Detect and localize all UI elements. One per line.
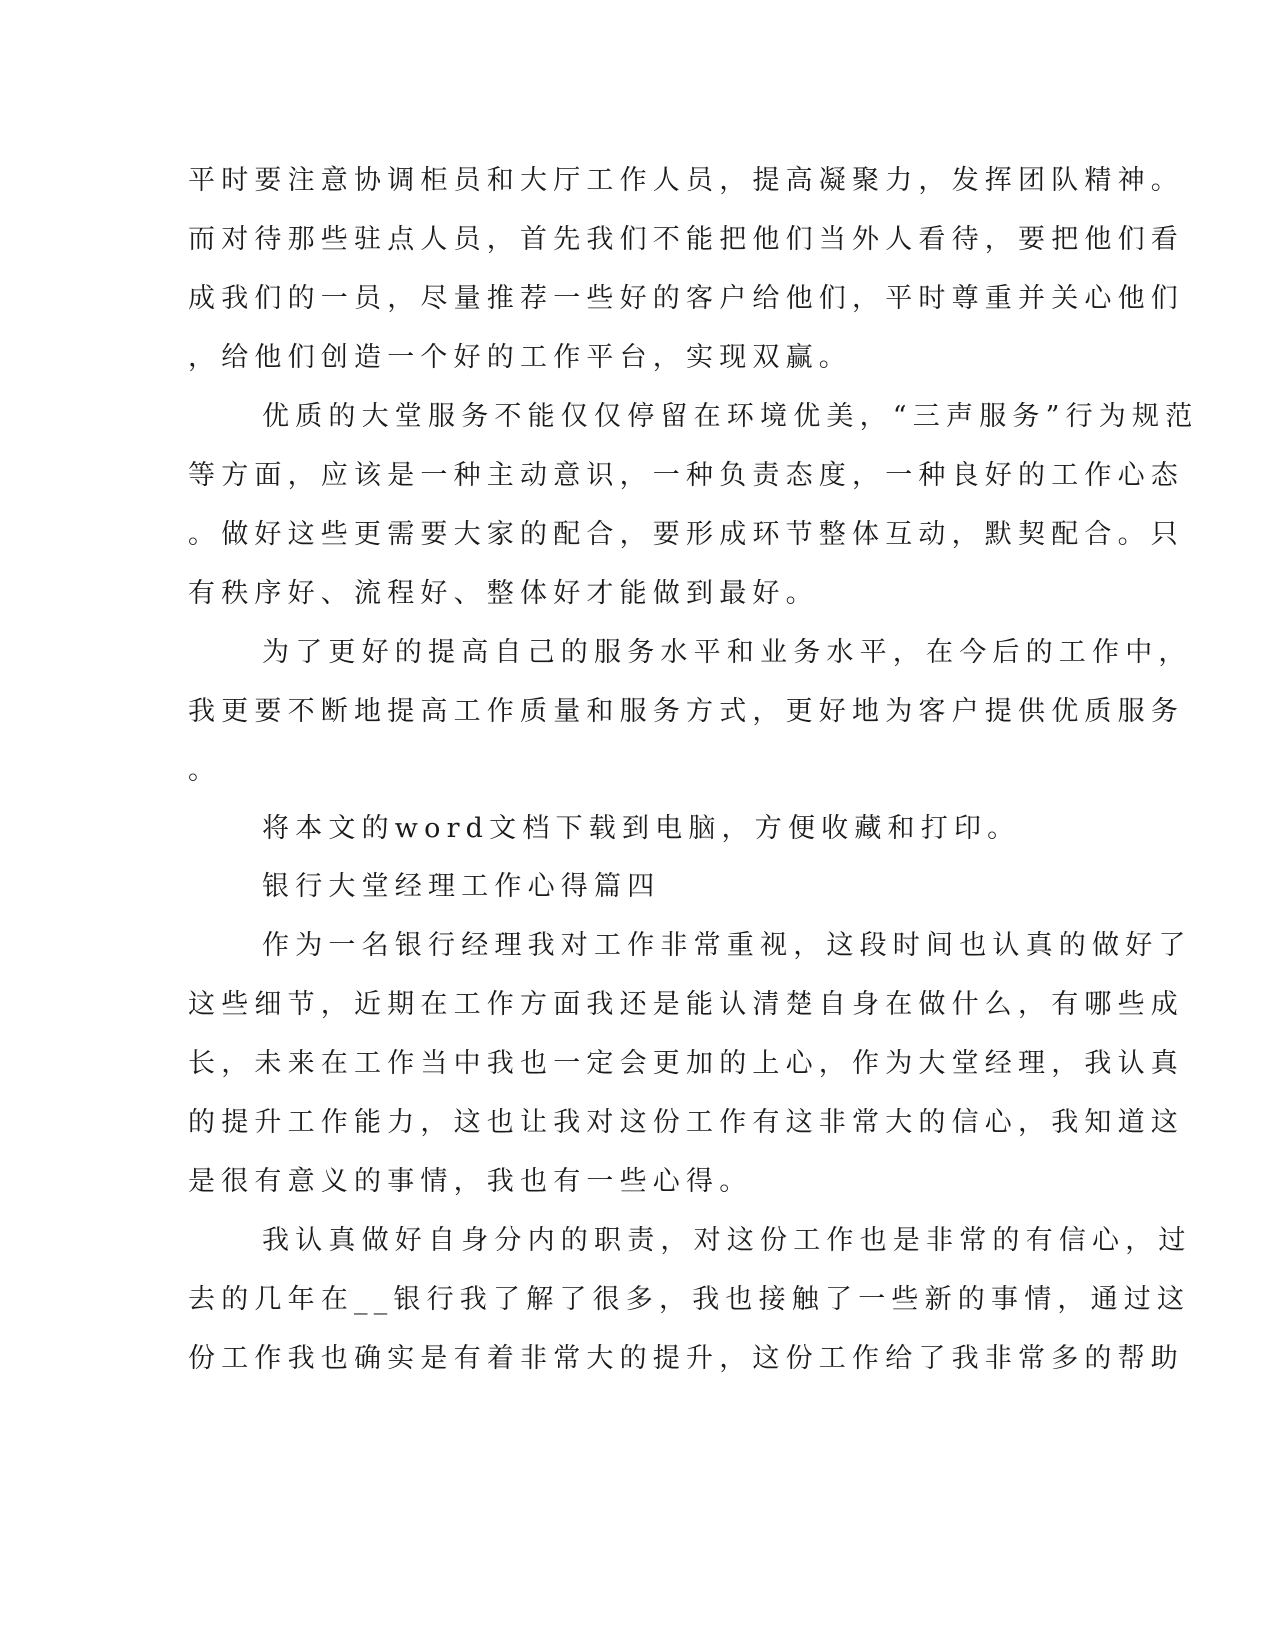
download-note: 将本文的word文档下载到电脑，方便收藏和打印。 — [262, 813, 1021, 844]
paragraph-first-line: 作为一名银行经理我对工作非常重视，这段时间也认真的做好了 — [262, 930, 1192, 961]
paragraph-first-line: 为了更好的提高自己的服务水平和业务水平，在今后的工作中， — [262, 637, 1192, 668]
text-line: ，给他们创造一个好的工作平台，实现双赢。 — [188, 342, 852, 373]
section-heading: 银行大堂经理工作心得篇四 — [262, 871, 661, 902]
text-line: 有秩序好、流程好、整体好才能做到最好。 — [188, 578, 819, 609]
text-line: 。做好这些更需要大家的配合，要形成环节整体互动，默契配合。只 — [188, 519, 1184, 550]
text-line: 长，未来在工作当中我也一定会更加的上心，作为大堂经理，我认真 — [188, 1048, 1184, 1079]
text-line: 成我们的一员，尽量推荐一些好的客户给他们，平时尊重并关心他们 — [188, 283, 1184, 314]
text-line: 是很有意义的事情，我也有一些心得。 — [188, 1166, 753, 1197]
text-line: 而对待那些驻点人员，首先我们不能把他们当外人看待，要把他们看 — [188, 224, 1184, 255]
paragraph-first-line: 优质的大堂服务不能仅仅停留在环境优美，“三声服务”行为规范 — [262, 401, 1199, 432]
text-line: 的提升工作能力，这也让我对这份工作有这非常大的信心，我知道这 — [188, 1107, 1184, 1138]
text-line: 平时要注意协调柜员和大厅工作人员，提高凝聚力，发挥团队精神。 — [188, 165, 1184, 196]
text-line: 份工作我也确实是有着非常大的提升，这份工作给了我非常多的帮助 — [188, 1343, 1184, 1374]
text-line: 我更要不断地提高工作质量和服务方式，更好地为客户提供优质服务 — [188, 696, 1184, 727]
text-line: 。 — [188, 755, 222, 786]
text-line: 等方面，应该是一种主动意识，一种负责态度，一种良好的工作心态 — [188, 460, 1184, 491]
text-line: 去的几年在__银行我了解了很多，我也接触了一些新的事情，通过这 — [188, 1284, 1191, 1315]
paragraph-first-line: 我认真做好自身分内的职责，对这份工作也是非常的有信心，过 — [262, 1225, 1192, 1256]
text-line: 这些细节，近期在工作方面我还是能认清楚自身在做什么，有哪些成 — [188, 989, 1184, 1020]
